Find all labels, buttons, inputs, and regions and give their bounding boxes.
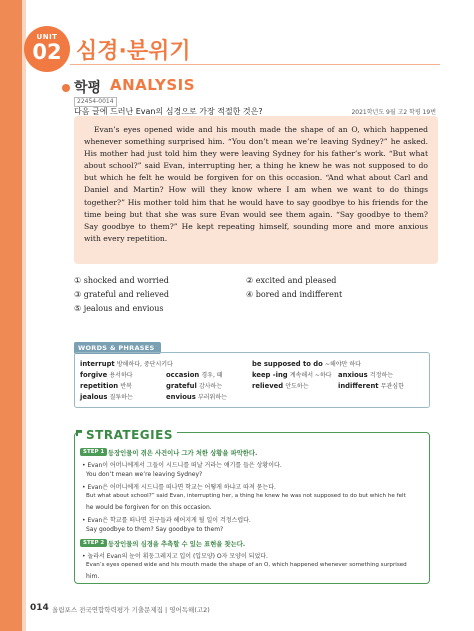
word-item: be supposed to do ~해야만 하다 [252, 360, 361, 368]
footer-title: 올림포스 전국연합학력평가 기출문제집 | 영어독해(고2) [52, 606, 210, 614]
strategy-line: But what about school?” said Evan, interrupting her, a thing he knew he was not supposed to do but which he felt [86, 493, 406, 499]
word-item: keep -ing 계속해서 ~하다 [252, 371, 332, 379]
passage-box [74, 116, 438, 264]
step1-tag: STEP 1 [80, 448, 107, 456]
option-3[interactable]: ③ grateful and relieved [74, 290, 169, 299]
word-item: forgive 용서하다 [80, 371, 133, 379]
step2-text: 등장인물의 심경을 추측할 수 있는 표현을 찾는다. [108, 541, 246, 548]
option-1[interactable]: ① shocked and worried [74, 276, 169, 285]
word-item: interrupt 방해하다, 중단시키다 [80, 360, 173, 368]
strategy-line: • Evan은 학교를 떠나면 친구들과 헤어지게 될 일이 걱정스럽다. [82, 517, 251, 524]
question-source: 2021학년도 9월 고2 학평 19번 [351, 109, 436, 116]
unit-title: 심경·분위기 [76, 39, 191, 64]
word-item: indifferent 무관심한 [338, 382, 404, 390]
step1-text: 등장인물이 겪은 사건이나 그가 처한 상황을 파악한다. [108, 450, 258, 457]
word-item: repetition 반복 [80, 382, 132, 390]
word-item: relieved 안도하는 [252, 382, 309, 390]
option-4[interactable]: ④ bored and indifferent [246, 290, 343, 299]
strategy-line: • Evan이 어머니에게서 그들이 시드니를 떠날 거라는 얘기를 들은 상황이다. [82, 462, 282, 469]
side-accent-stripe [22, 0, 26, 631]
unit-number: 02 [32, 40, 62, 64]
strategy-line: Say goodbye to them? Say goodbye to them? [86, 526, 224, 533]
section-label-en: ANALYSIS [110, 76, 196, 94]
words-phrases-tag: WORDS & PHRASES [74, 342, 161, 354]
strategy-line: he would be forgiven for on this occasion. [86, 504, 212, 511]
word-item: grateful 감사하는 [166, 382, 223, 390]
strategy-line: Evan’s eyes opened wide and his mouth made the shape of an O, which happened whenever something surprised [86, 562, 407, 568]
question-prompt: 다음 글에 드러난 Evan의 심경으로 가장 적절한 것은? [74, 107, 263, 116]
unit-badge [24, 26, 70, 72]
strategy-line: You don’t mean we’re leaving Sydney? [86, 471, 203, 478]
option-2[interactable]: ② excited and pleased [246, 276, 337, 285]
step2-tag: STEP 2 [80, 539, 107, 547]
option-5[interactable]: ⑤ jealous and envious [74, 304, 164, 313]
unit-word: UNIT [36, 33, 58, 41]
side-accent-bar [0, 0, 22, 631]
title-divider [70, 64, 440, 65]
word-item: occasion 경우, 때 [166, 371, 223, 379]
question-code: 22454-0014 [74, 97, 117, 107]
strategy-line: • Evan은 어머니에게 시드니를 떠나면 학교는 어떻게 하냐고 따져 묻는다. [82, 484, 276, 491]
section-bullet-icon [62, 84, 70, 92]
strategy-line: him. [86, 573, 100, 580]
strategies-title: STRATEGIES [82, 428, 177, 442]
page-number: 014 [30, 603, 49, 613]
section-label-kr: 학평 [74, 80, 102, 96]
strategy-line: • 놀라서 Evan의 눈이 휘둥그레지고 입이 (입모양) O자 모양이 되었다. [82, 553, 268, 560]
word-item: anxious 걱정하는 [338, 371, 394, 379]
word-item: jealous 질투하는 [80, 393, 133, 401]
passage-text: Evan’s eyes opened wide and his mouth made the shape of an O, which happened whenever something surprised him. “You don’t mean we’re leaving Sydney?” he asked. His mother had just told him they were leaving Sydney for his father’s work. “But what about school?” said Evan, interrupting her, a thing he knew he was not supposed to do but which he felt he would be forgiven for on this occasion. “And what about Carl and Daniel and Martin? How will they know where I am when we want to do things together?” His mother told him that he would have to say goodbye to his friends for the time being but that she was sure Evan would see them again. “Say goodbye to them? Say goodbye to them?” He kept repeating himself, sounding more and more anxious with every repetition. [84, 125, 428, 243]
word-item: envious 부러워하는 [166, 393, 227, 401]
